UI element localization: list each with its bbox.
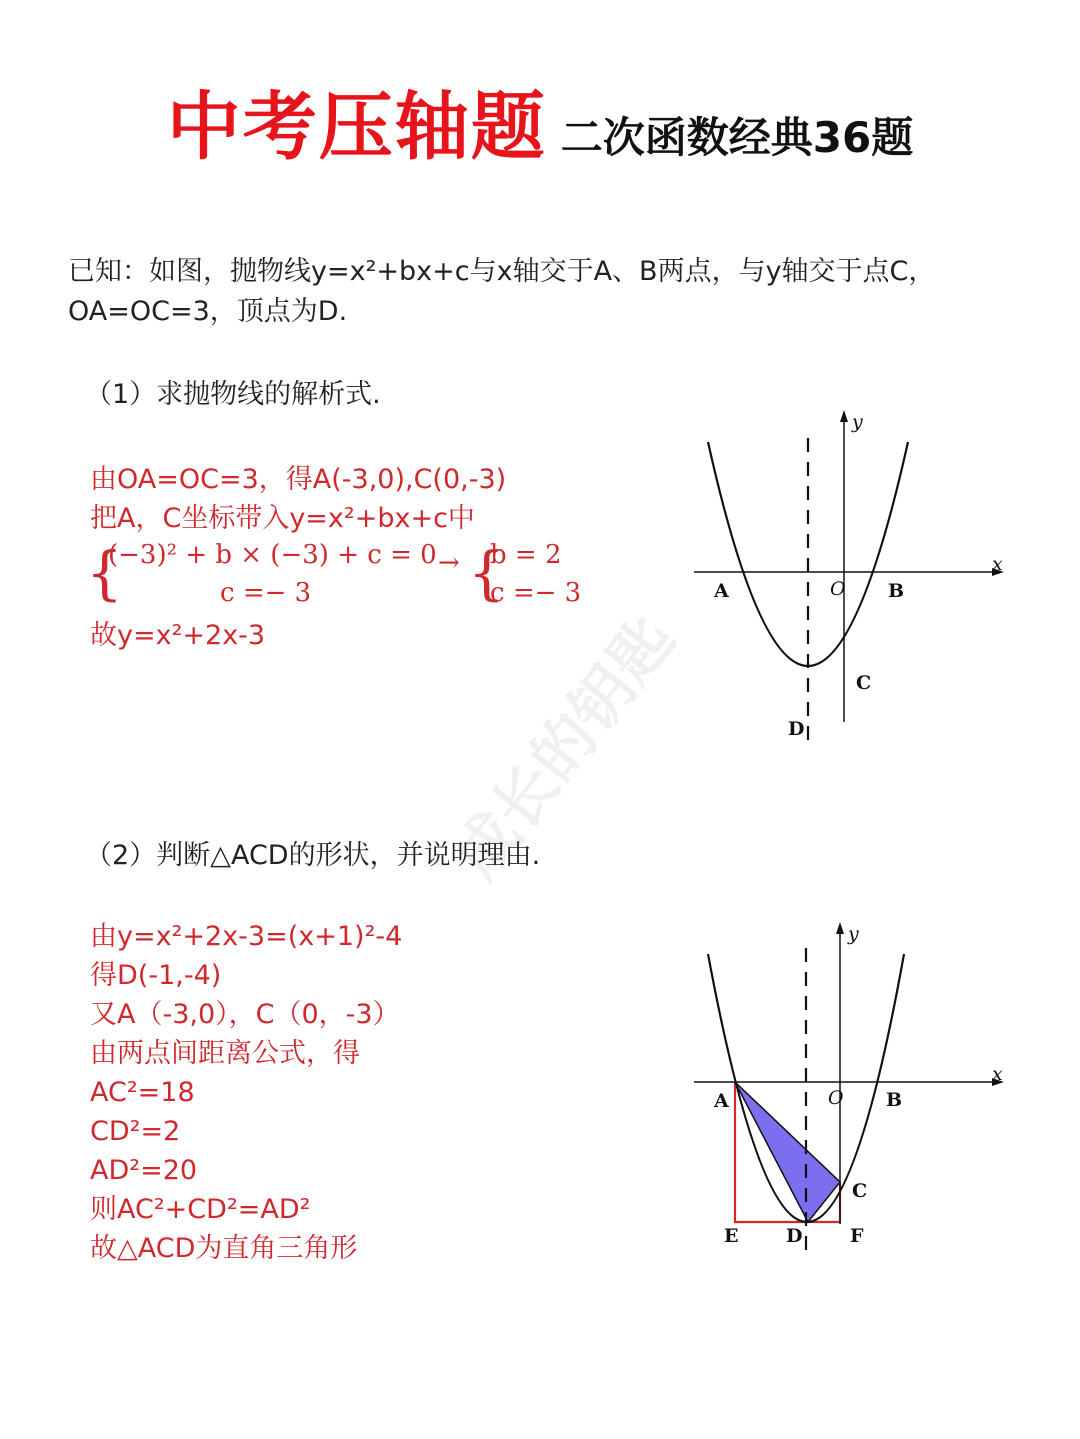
label-A: A — [714, 1090, 729, 1112]
solution-2-line-1: 由y=x²+2x-3=(x+1)²-4 — [90, 921, 403, 952]
label-x: x — [992, 1063, 1003, 1085]
label-O: O — [830, 578, 846, 600]
equation-1: (−3)² + b × (−3) + c = 0 — [108, 540, 437, 570]
parabola-graph-1 — [680, 400, 1020, 760]
right-brace: { — [468, 539, 505, 607]
result-b: b = 2 — [490, 540, 562, 570]
label-x: x — [992, 553, 1003, 575]
solution-2-line-9: 故△ACD为直角三角形 — [90, 1233, 358, 1264]
label-C: C — [852, 1180, 868, 1202]
solution-1-line-4: 故y=x²+2x-3 — [90, 620, 266, 651]
question-1: （1）求抛物线的解析式. — [85, 379, 381, 410]
y-axis-arrow — [840, 410, 848, 422]
solution-2-line-8: 则AC²+CD²=AD² — [90, 1194, 311, 1225]
equation-2: c =− 3 — [220, 578, 312, 608]
solution-1 — [86, 460, 582, 655]
implies-arrow: → — [438, 548, 460, 578]
page-header — [0, 68, 1080, 174]
label-y: y — [848, 923, 859, 945]
solution-2-line-2: 得D(-1,-4) — [90, 960, 222, 991]
solution-2-line-5: AC²=18 — [90, 1077, 195, 1108]
solution-2-line-6: CD²=2 — [90, 1116, 181, 1147]
problem-statement — [68, 252, 1018, 332]
problem-line-1: 已知：如图，抛物线y=x²+bx+c与x轴交于A、B两点，与y轴交于点C， — [68, 256, 936, 287]
triangle-ACD — [735, 1082, 840, 1222]
solution-2-line-7: AD²=20 — [90, 1155, 198, 1186]
page-title: 中考压轴题 — [166, 84, 547, 170]
label-A: A — [714, 580, 729, 602]
solution-2-line-3: 又A（-3,0），C（0，-3） — [90, 999, 400, 1030]
watermark: 成长的钥匙 — [439, 602, 689, 893]
left-brace: { — [86, 539, 123, 607]
result-c: c =− 3 — [490, 578, 582, 608]
solution-1-line-1: 由OA=OC=3，得A(-3,0),C(0,-3) — [90, 464, 507, 495]
y-axis-arrow — [836, 922, 844, 934]
question-2: （2）判断△ACD的形状，并说明理由. — [85, 840, 541, 871]
problem-line-2: OA=OC=3，顶点为D. — [68, 296, 348, 327]
label-D: D — [788, 718, 805, 740]
label-y: y — [852, 411, 863, 433]
page-subtitle: 二次函数经典36题 — [560, 113, 914, 162]
equation-system — [86, 538, 582, 616]
solution-1-line-2: 把A，C坐标带入y=x²+bx+c中 — [90, 503, 475, 534]
label-C: C — [856, 672, 872, 694]
label-O: O — [828, 1087, 844, 1109]
label-B: B — [888, 580, 905, 602]
label-B: B — [886, 1089, 903, 1111]
solution-2 — [90, 917, 402, 1268]
label-F: F — [850, 1225, 864, 1247]
parabola-graph-2 — [680, 912, 1020, 1262]
solution-2-line-4: 由两点间距离公式，得 — [90, 1038, 360, 1069]
label-D: D — [786, 1225, 803, 1247]
label-E: E — [724, 1225, 739, 1247]
